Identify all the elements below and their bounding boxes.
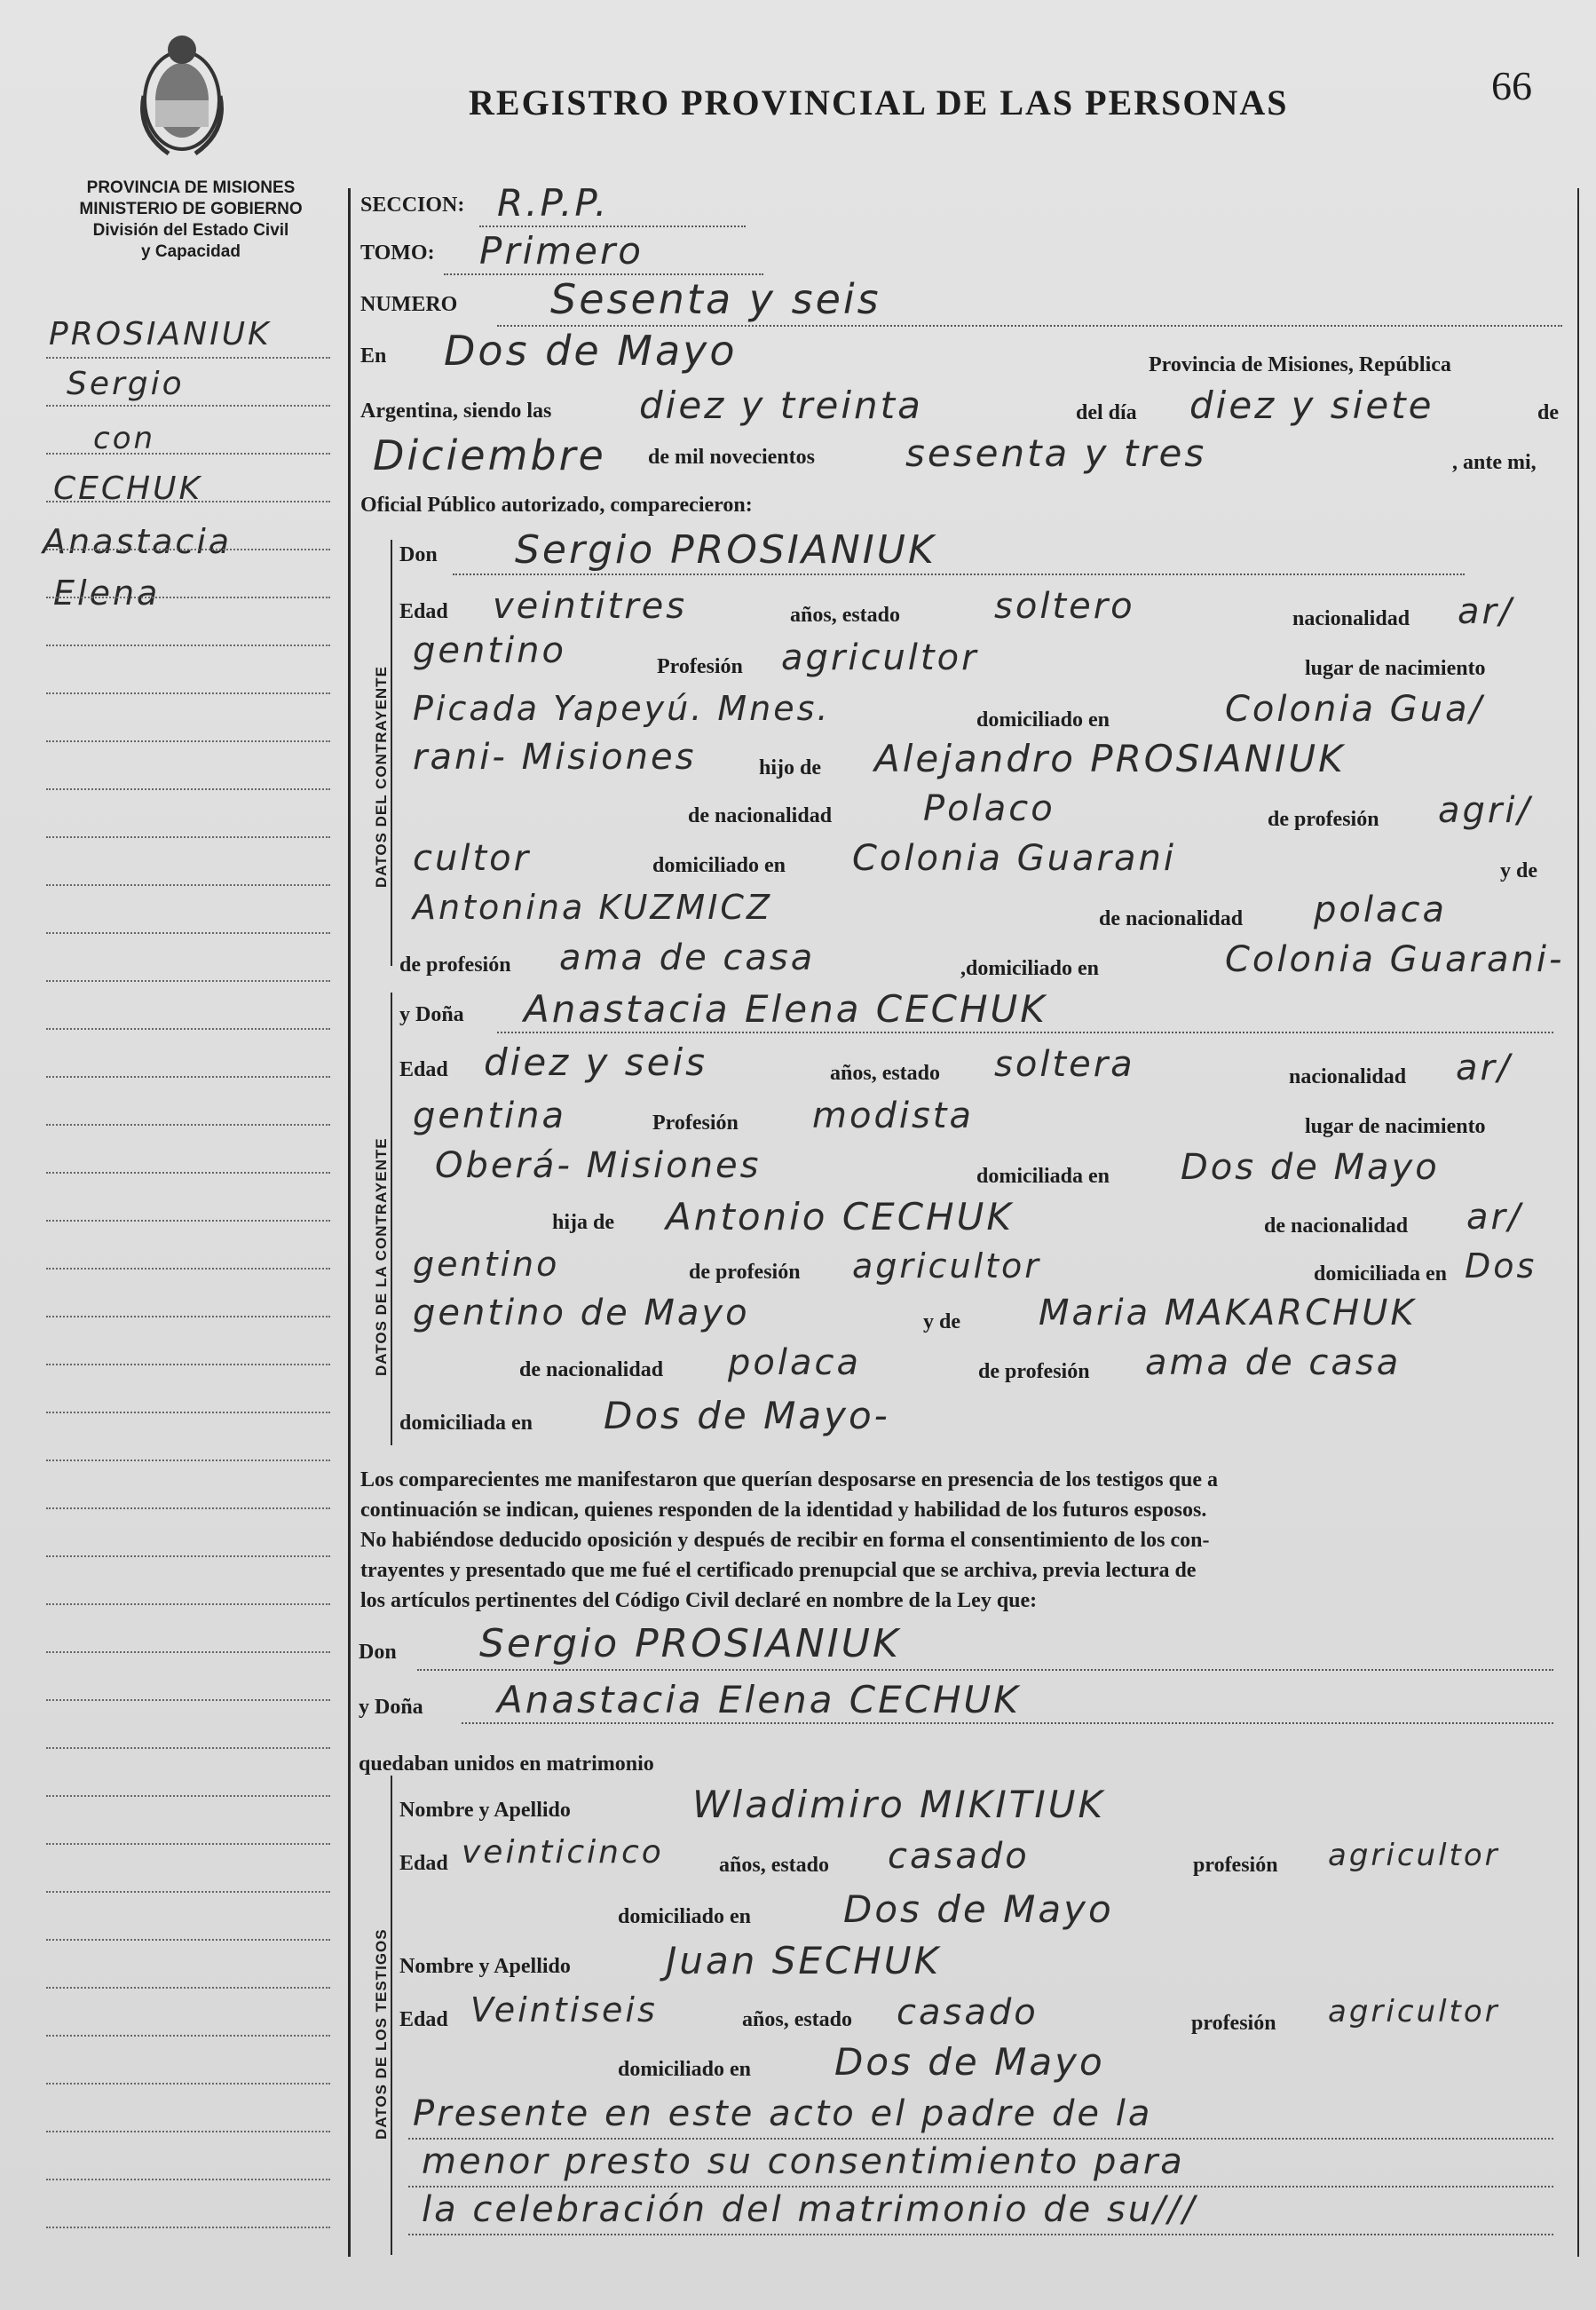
domicilio2-label: domiciliada en xyxy=(976,1165,1110,1188)
padre-nac-label: de nacionalidad xyxy=(688,804,833,827)
margin-rule-line xyxy=(46,1124,330,1126)
estado-value: soltero xyxy=(994,586,1135,627)
nacionalidad2-value-a: ar/ xyxy=(1456,1048,1513,1088)
estado-label: años, estado xyxy=(790,604,901,627)
decl-dona-dots xyxy=(462,1722,1553,1724)
margin-rule-line xyxy=(46,692,330,694)
margin-rule-line xyxy=(46,597,330,598)
paragraph-line-2: continuación se indican, quienes responden de la identidad y habilidad de los futuros esposos. xyxy=(360,1499,1207,1522)
padre-prof-label: de profesión xyxy=(1268,808,1379,831)
seccion-dots xyxy=(479,225,746,227)
numero-value: Sesenta y seis xyxy=(550,275,881,323)
padre2-nac-label: de nacionalidad xyxy=(1264,1214,1409,1238)
padre-dom-label: domiciliado en xyxy=(652,854,786,877)
t1-dom-label: domiciliado en xyxy=(618,1905,752,1928)
t1-nombre-label: Nombre y Apellido xyxy=(399,1799,571,1822)
margin-rule-line xyxy=(46,1507,330,1509)
seccion-value: R.P.P. xyxy=(497,181,610,225)
t1-dom-value: Dos de Mayo xyxy=(843,1887,1114,1931)
t2-estado-label: años, estado xyxy=(742,2008,853,2031)
madre2-nac-label: de nacionalidad xyxy=(519,1358,664,1381)
numero-label: NUMERO xyxy=(360,293,458,316)
padre-dom-value: Colonia Guarani xyxy=(852,838,1176,879)
margin-rule-line xyxy=(46,1699,330,1701)
margin-surname-1: PROSIANIUK xyxy=(49,316,272,352)
contrayente2-bracket xyxy=(391,993,392,1445)
t2-prof-value: agricultor xyxy=(1328,1994,1500,2029)
contrayente-side-label: DATOS DEL CONTRAYENTE xyxy=(373,666,390,888)
margin-rule-line xyxy=(46,1651,330,1653)
decl-dona-value: Anastacia Elena CECHUK xyxy=(497,1678,1021,1721)
padre2-nac-value-b: gentino xyxy=(413,1245,560,1284)
margin-rule-line xyxy=(46,2179,330,2180)
lugar-label: lugar de nacimiento xyxy=(1305,657,1486,680)
del-dia-label: del día xyxy=(1076,401,1137,424)
tomo-label: TOMO: xyxy=(360,241,435,265)
estado2-label: años, estado xyxy=(830,1062,941,1085)
margin-rule-line xyxy=(46,740,330,742)
padre2-prof-label: de profesión xyxy=(689,1261,801,1284)
nota-line-2: menor presto su consentimiento para xyxy=(422,2141,1185,2182)
margin-rule-line xyxy=(46,2227,330,2228)
padre2-name: Antonio CECHUK xyxy=(666,1195,1014,1238)
margin-rule-line xyxy=(46,1987,330,1989)
decl-don-dots xyxy=(417,1669,1553,1671)
margin-rule-line xyxy=(46,1220,330,1222)
margin-rule-line xyxy=(46,1939,330,1941)
don-label: Don xyxy=(399,543,438,566)
padre-prof-value-a: agri/ xyxy=(1438,790,1532,831)
edad-label: Edad xyxy=(399,600,448,623)
margin-rule-line xyxy=(46,1603,330,1605)
margin-surname-2: CECHUK xyxy=(53,471,203,507)
coat-of-arms-icon xyxy=(133,34,231,167)
lugar2-label: lugar de nacimiento xyxy=(1305,1115,1486,1138)
don-dots xyxy=(453,574,1465,575)
hora-value: diez y treinta xyxy=(639,384,923,427)
margin-rule-line xyxy=(46,2083,330,2085)
domicilio-value-a: Colonia Gua/ xyxy=(1225,689,1485,730)
domicilio2-value: Dos de Mayo xyxy=(1181,1147,1440,1188)
y-de-label: y de xyxy=(1500,859,1537,882)
margin-rule-line xyxy=(46,1891,330,1893)
margin-rule-line xyxy=(46,932,330,934)
dia-value: diez y siete xyxy=(1189,384,1434,427)
contrayente-name: Sergio PROSIANIUK xyxy=(515,527,936,573)
madre-prof-value: ama de casa xyxy=(559,937,816,978)
margin-rule-line xyxy=(46,1555,330,1557)
domicilio-value-b: rani- Misiones xyxy=(413,737,697,778)
margin-rule-line xyxy=(46,2131,330,2132)
padre2-nac-value-a: ar/ xyxy=(1466,1197,1523,1238)
margin-rule-line xyxy=(46,1268,330,1270)
mes-value: Diciembre xyxy=(373,431,606,479)
padre2-dom-value-b: gentino de Mayo xyxy=(413,1293,750,1333)
margin-rule-line xyxy=(46,1028,330,1030)
nacionalidad-value-a: ar/ xyxy=(1458,591,1514,632)
t1-nombre-value: Wladimiro MIKITIUK xyxy=(692,1783,1106,1826)
nota-line-1: Presente en este acto el padre de la xyxy=(413,2093,1153,2134)
madre2-nac-value: polaca xyxy=(728,1342,861,1383)
margin-rule-line xyxy=(46,1795,330,1797)
padre2-dom-label: domiciliada en xyxy=(1314,1262,1448,1286)
madre2-name: Maria MAKARCHUK xyxy=(1039,1293,1417,1333)
margin-rule-line xyxy=(46,1364,330,1365)
decl-don-label: Don xyxy=(359,1641,397,1664)
profesion2-label: Profesión xyxy=(652,1111,739,1135)
hijo-label: hijo de xyxy=(759,756,822,779)
en-label: En xyxy=(360,344,387,368)
left-border xyxy=(348,188,351,2257)
nota-dots-2 xyxy=(408,2186,1553,2187)
margin-rule-line xyxy=(46,1843,330,1845)
contrayente-bracket xyxy=(391,540,392,966)
seccion-label: SECCION: xyxy=(360,194,465,217)
dona-label: y Doña xyxy=(399,1003,464,1026)
t2-dom-label: domiciliado en xyxy=(618,2058,752,2081)
contrayente2-name: Anastacia Elena CECHUK xyxy=(524,987,1047,1031)
nacionalidad2-label: nacionalidad xyxy=(1289,1065,1407,1088)
right-border xyxy=(1577,188,1579,2257)
margin-rule-line xyxy=(46,980,330,982)
t2-estado-value: casado xyxy=(897,1992,1039,2033)
t1-estado-value: casado xyxy=(888,1836,1030,1877)
margin-rule-line xyxy=(46,357,330,359)
paragraph-line-4: trayentes y presentado que me fué el certificado prenupcial que se archiva, previa lectura de xyxy=(360,1559,1197,1582)
madre2-prof-value: ama de casa xyxy=(1145,1342,1402,1383)
madre-dom-value: Colonia Guarani- xyxy=(1225,939,1565,980)
unidos-text: quedaban unidos en matrimonio xyxy=(359,1752,654,1776)
t1-edad-label: Edad xyxy=(399,1852,448,1875)
margin-rule-line xyxy=(46,405,330,407)
de-label: de xyxy=(1537,401,1559,424)
declaration-paragraph xyxy=(360,1465,1564,1616)
padre2-prof-value: agricultor xyxy=(852,1246,1041,1286)
paragraph-line-5: los artículos pertinentes del Código Civil declaré en nombre de la Ley que: xyxy=(360,1589,1038,1612)
profesion2-value: modista xyxy=(812,1096,974,1136)
margin-rule-line xyxy=(46,836,330,838)
edad2-label: Edad xyxy=(399,1058,448,1081)
province-name: PROVINCIA DE MISIONES xyxy=(86,178,296,197)
padre2-dom-value-a: Dos xyxy=(1465,1246,1537,1286)
madre-name: Antonina KUZMICZ xyxy=(413,888,772,927)
madre-nac-label: de nacionalidad xyxy=(1099,907,1244,930)
t1-prof-value: agricultor xyxy=(1328,1838,1500,1873)
margin-rule-line xyxy=(46,453,330,455)
madre-nac-value: polaca xyxy=(1314,890,1447,930)
page-title: REGISTRO PROVINCIAL DE LAS PERSONAS xyxy=(469,83,1289,123)
t2-prof-label: profesión xyxy=(1191,2012,1276,2035)
madre2-dom-label: domiciliada en xyxy=(399,1412,533,1435)
madre2-prof-label: de profesión xyxy=(978,1360,1090,1383)
padre-nac-value: Polaco xyxy=(923,788,1055,829)
profesion-value: agricultor xyxy=(781,637,979,678)
division-subname: y Capacidad xyxy=(141,242,241,261)
contrayente2-side-label: DATOS DE LA CONTRAYENTE xyxy=(373,1137,390,1376)
estado2-value: soltera xyxy=(994,1044,1135,1085)
division-name: División del Estado Civil xyxy=(92,221,289,240)
nota-dots-3 xyxy=(408,2234,1553,2235)
nacionalidad-label: nacionalidad xyxy=(1292,607,1410,630)
decl-dona-label: y Doña xyxy=(359,1696,423,1719)
t2-dom-value: Dos de Mayo xyxy=(834,2040,1105,2084)
de-mil-label: de mil novecientos xyxy=(648,446,815,469)
argentina-text: Argentina, siendo las xyxy=(360,400,552,423)
t1-prof-label: profesión xyxy=(1193,1854,1278,1877)
margin-rule-line xyxy=(46,884,330,886)
t1-edad-value: veinticinco xyxy=(462,1834,664,1871)
paragraph-line-3: No habiéndose deducido oposición y después de recibir en forma el consentimiento de los con- xyxy=(360,1529,1210,1552)
margin-rule-line xyxy=(46,1172,330,1174)
anio-value: sesenta y tres xyxy=(905,431,1207,475)
padre-prof-value-b: cultor xyxy=(413,838,532,879)
nota-line-3: la celebración del matrimonio de su/// xyxy=(422,2189,1197,2230)
padre-name: Alejandro PROSIANIUK xyxy=(874,737,1346,780)
lugar-value: Picada Yapeyú. Mnes. xyxy=(413,689,831,728)
margin-rule-line xyxy=(46,1076,330,1078)
t2-edad-label: Edad xyxy=(399,2008,448,2031)
margin-name-2b: Elena xyxy=(53,574,161,613)
margin-rule-line xyxy=(46,501,330,502)
margin-connector: con xyxy=(93,421,156,456)
madre-dom-label: ,domiciliado en xyxy=(960,957,1100,980)
margin-name-2a: Anastacia xyxy=(43,522,233,561)
issuing-authority xyxy=(44,178,337,263)
madre2-dom-value: Dos de Mayo- xyxy=(604,1394,890,1437)
margin-rule-line xyxy=(46,788,330,790)
margin-rule-line xyxy=(46,1460,330,1461)
y-de2-label: y de xyxy=(923,1310,960,1333)
t2-nombre-label: Nombre y Apellido xyxy=(399,1955,571,1978)
en-value: Dos de Mayo xyxy=(444,327,738,375)
domicilio-label: domiciliado en xyxy=(976,708,1110,732)
nota-dots-1 xyxy=(408,2138,1553,2140)
margin-rule-line xyxy=(46,1412,330,1413)
page-number: 66 xyxy=(1491,63,1532,108)
dona-dots xyxy=(497,1032,1553,1033)
testigos-side-label: DATOS DE LOS TESTIGOS xyxy=(373,1928,390,2140)
ministry-name: MINISTERIO DE GOBIERNO xyxy=(79,200,303,218)
margin-rule-line xyxy=(46,2035,330,2037)
lugar2-value: Oberá- Misiones xyxy=(435,1145,762,1186)
madre-prof-label: de profesión xyxy=(399,953,511,977)
ante-mi-text: , ante mi, xyxy=(1452,451,1537,474)
edad-value: veintitres xyxy=(493,586,688,627)
testigos-bracket xyxy=(391,1776,392,2255)
nacionalidad-value-b: gentino xyxy=(413,630,566,671)
margin-rule-line xyxy=(46,1747,330,1749)
paragraph-line-1: Los comparecientes me manifestaron que querían desposarse en presencia de los testigos que a xyxy=(360,1468,1218,1491)
edad2-value: diez y seis xyxy=(484,1040,708,1084)
margin-rule-line xyxy=(46,549,330,550)
t2-nombre-value: Juan SECHUK xyxy=(666,1939,942,1982)
margin-rule-line xyxy=(46,1316,330,1317)
decl-don-value: Sergio PROSIANIUK xyxy=(479,1621,901,1666)
tomo-value: Primero xyxy=(479,229,644,273)
oficial-text: Oficial Público autorizado, comparecieron: xyxy=(360,494,753,517)
hija-label: hija de xyxy=(552,1211,615,1234)
margin-name-1: Sergio xyxy=(67,366,185,402)
nacionalidad2-value-b: gentina xyxy=(413,1096,567,1136)
t1-estado-label: años, estado xyxy=(719,1854,830,1877)
margin-rule-line xyxy=(46,645,330,646)
profesion-label: Profesión xyxy=(657,655,743,678)
provincia-text: Provincia de Misiones, República xyxy=(1149,353,1451,376)
t2-edad-value: Veintiseis xyxy=(470,1990,658,2029)
